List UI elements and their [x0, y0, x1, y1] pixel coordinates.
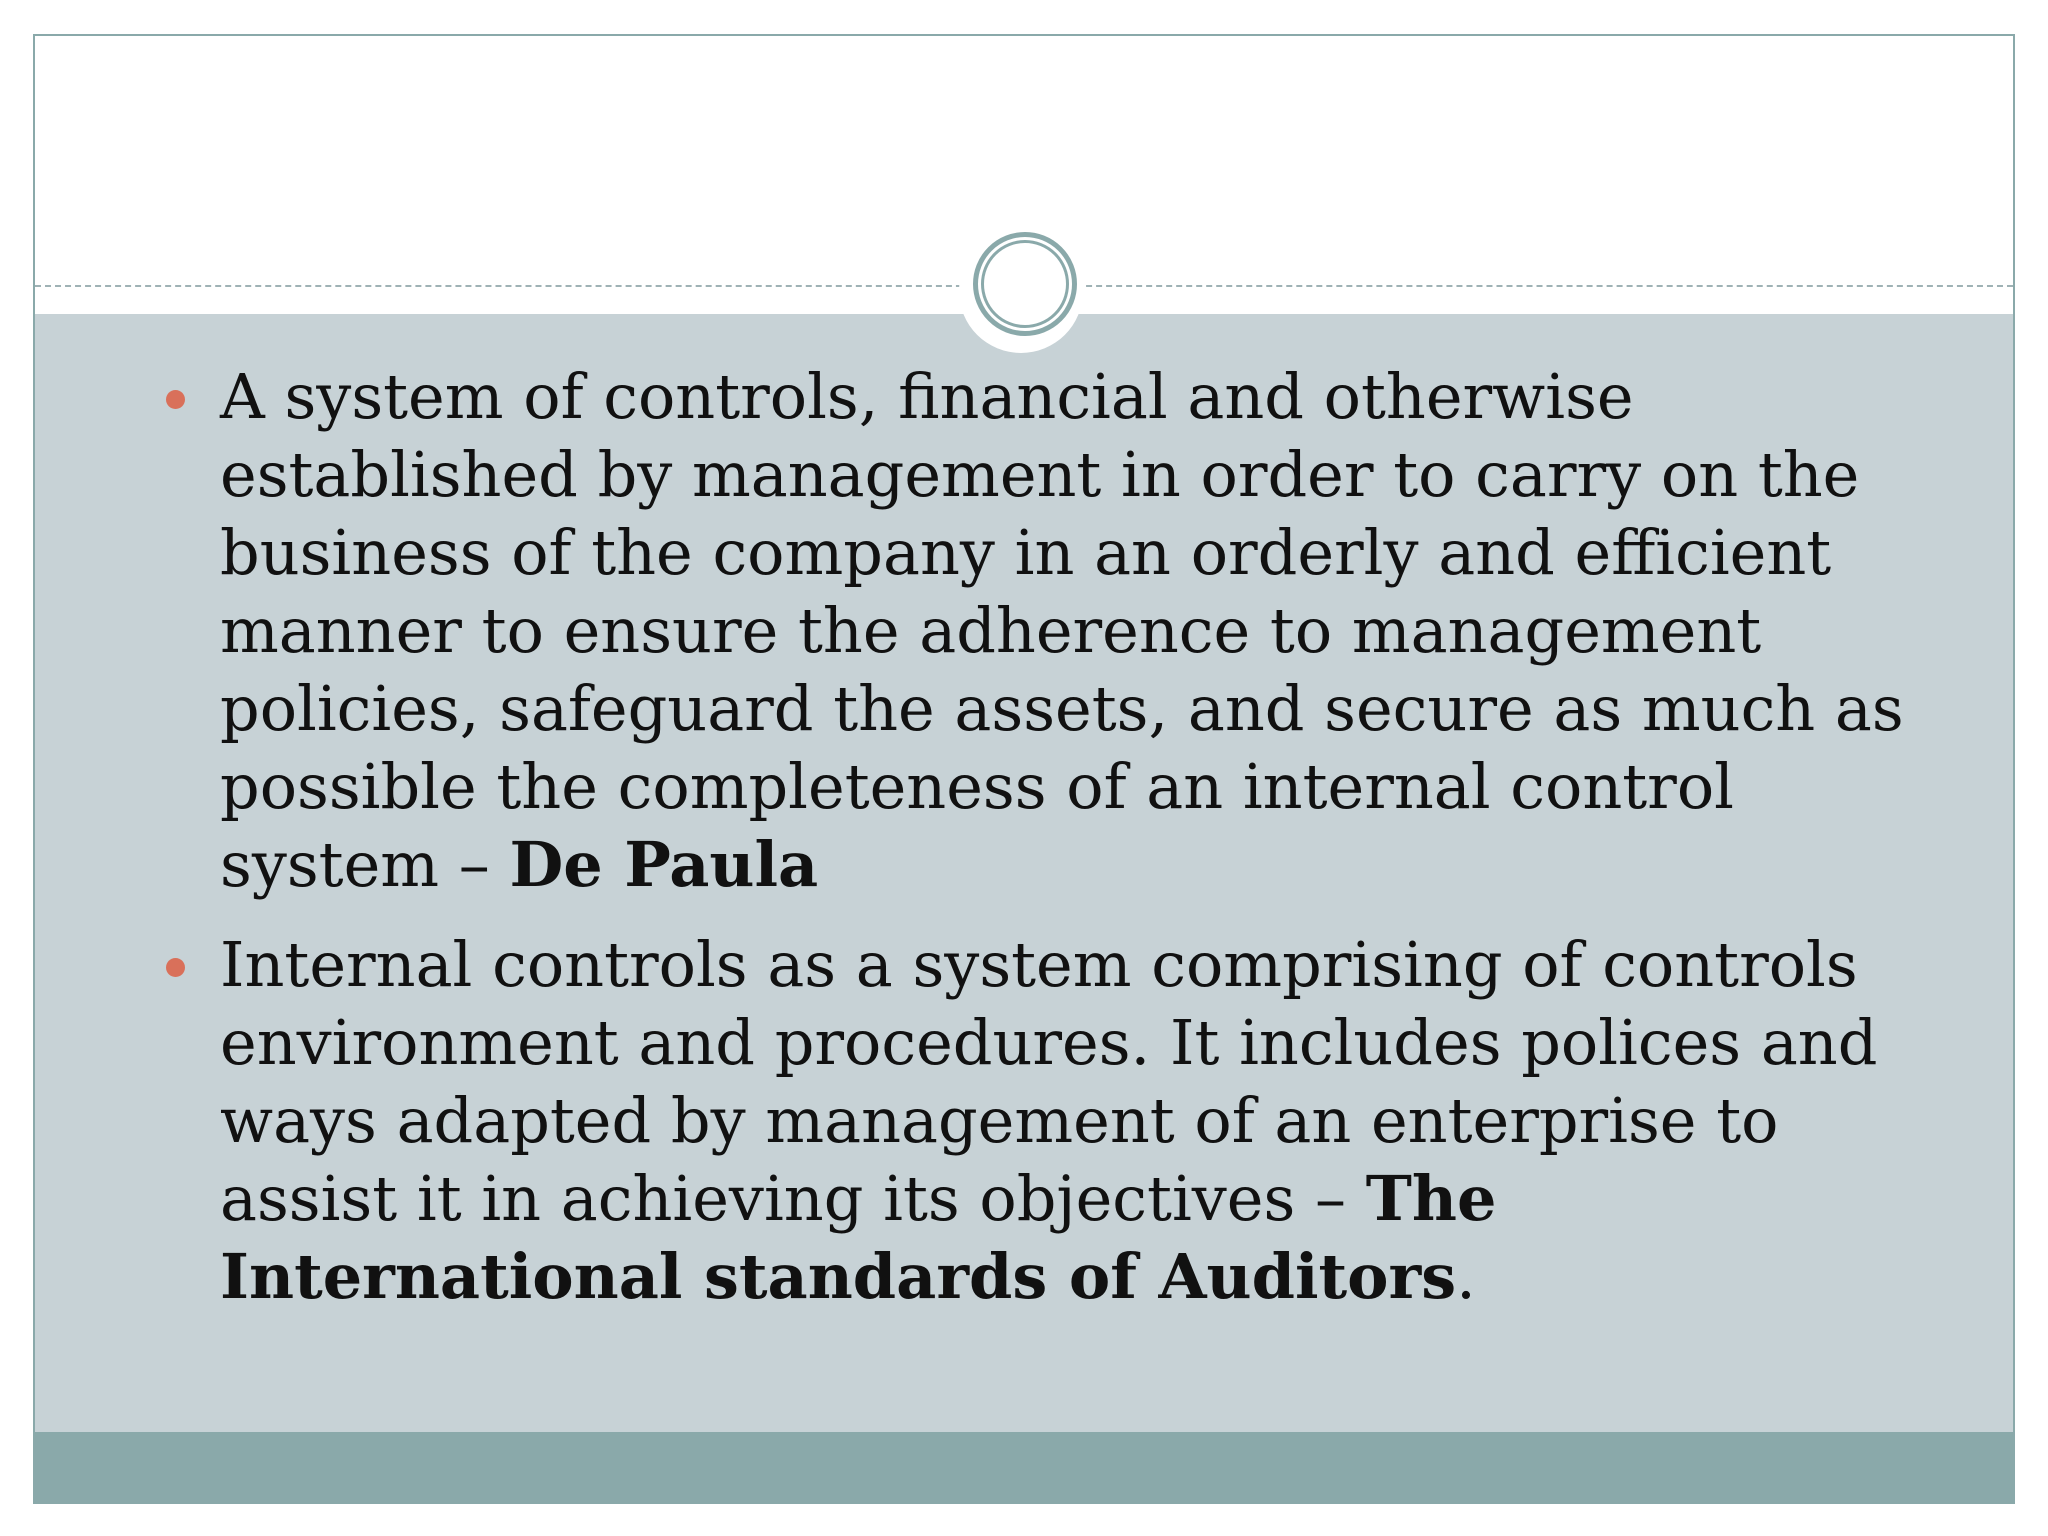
definition-text: Internal controls as a system comprising of controls environment and procedures. It includes polices and ways adapted by management of an enterprise to assist it in achieving its objectives – — [220, 928, 1878, 1235]
bullet-item-international-standards — [130, 926, 1970, 1316]
inner-ring — [981, 240, 1069, 328]
bullet-list — [130, 358, 1970, 1338]
source-attribution: De Paula — [509, 828, 819, 901]
bullet-dot-icon — [166, 390, 185, 409]
slide — [33, 34, 2015, 1504]
bullet-dot-icon — [166, 958, 185, 977]
footer-band — [35, 1432, 2013, 1504]
bullet-item-de-paula — [130, 358, 1970, 904]
definition-text: A system of controls, financial and otherwise established by management in order to carry on the business of the company in an orderly and efficient manner to ensure the adherence to management policies, safeguard the assets, and secure as much as possible the completeness of an internal control system – — [220, 360, 1904, 901]
bullet-text — [220, 360, 1904, 901]
trailing-text: . — [1456, 1240, 1476, 1313]
source-attribution: The International standards of Auditors — [220, 1162, 1497, 1313]
bullet-text — [220, 928, 1877, 1313]
